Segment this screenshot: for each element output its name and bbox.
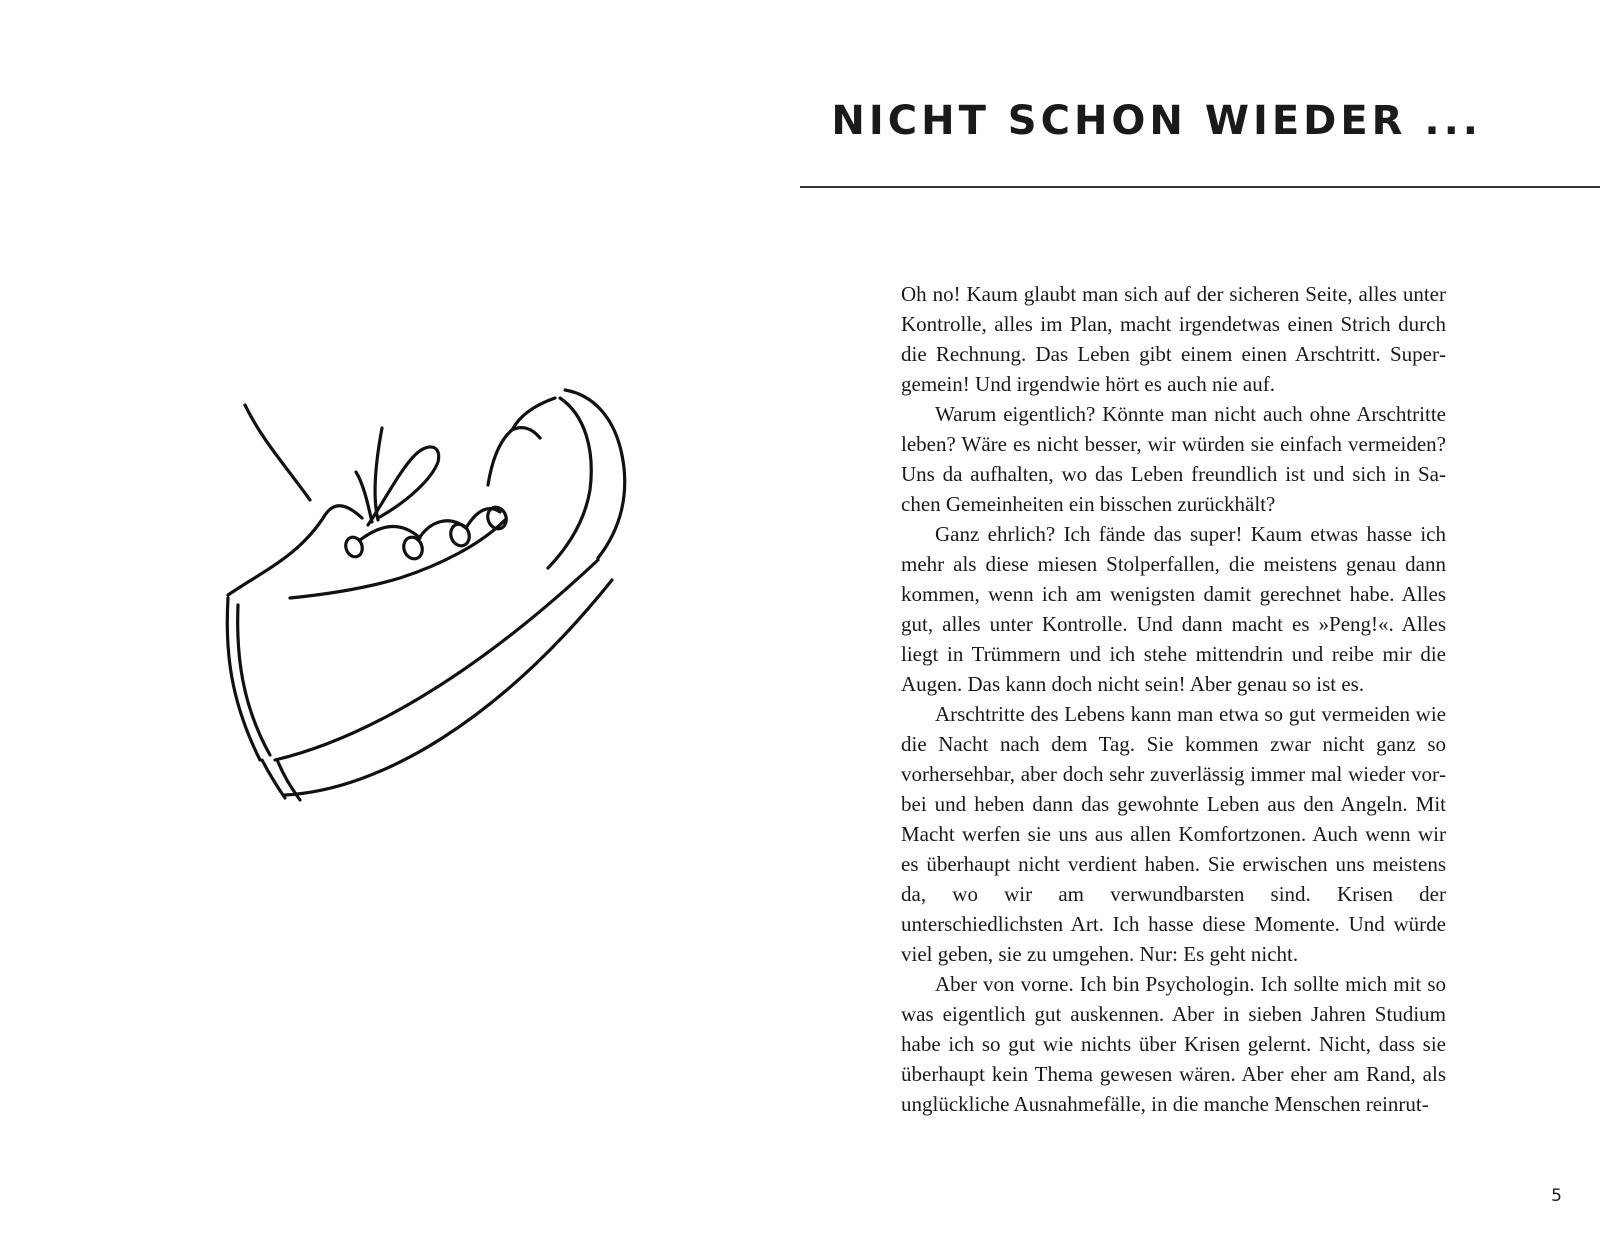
paragraph: Ganz ehrlich? Ich fände das super! Kaum etwas hasse ich mehr als diese miesen Stolperfallen, die meistens genau dann kommen, wenn ich am wenigsten damit gerechnet habe. Alles gut, alles unter Kontrolle. Und dann macht es »Peng!«. Alles liegt in Trümmern und ich stehe mittendrin und reibe mir die Augen. Das kann doch nicht sein! Aber genau so ist es. [901, 522, 1446, 696]
paragraph: Warum eigentlich? Könnte man nicht auch ohne Arschtritte leben? Wäre es nicht besser, wir würden sie einfach vermeiden? Uns da aufhalten, wo das Leben freundlich ist und sich in Sachen Gemeinheiten ein bisschen zurückhält? [901, 402, 1446, 516]
paragraph: Aber von vorne. Ich bin Psychologin. Ich sollte mich mit so was eigentlich gut auskennen. Aber in sieben Jahren Studium habe ich so gut wie nichts über Krisen gelernt. Nicht, dass sie überhaupt kein Thema gewesen wären. Aber eher am Rand, als unglückliche Ausnahmefälle, in die manche Menschen reinrut- [901, 972, 1446, 1116]
paragraph: Arschtritte des Lebens kann man etwa so gut vermeiden wie die Nacht nach dem Tag. Sie kommen zwar nicht ganz so vorhersehbar, aber doch sehr zuverlässig immer mal wieder vorbei und heben dann das gewohnte Leben aus den Angeln. Mit Macht werfen sie uns aus allen Komfortzonen. Auch wenn wir es überhaupt nicht verdient haben. Sie erwischen uns meistens da, wo wir am verwundbarsten sind. Krisen der unterschiedlichsten Art. Ich hasse diese Momente. Und würde viel geben, sie zu umgehen. Nur: Es geht nicht. [901, 702, 1446, 966]
paragraph: Oh no! Kaum glaubt man sich auf der sicheren Seite, alles unter Kontrolle, alles im Plan, macht irgendetwas einen Strich durch die Rechnung. Das Leben gibt einem einen Arschtritt. Supergemein! Und irgendwie hört es auch nie auf. [901, 282, 1446, 396]
chapter-title: NICHT SCHON WIEDER ... [831, 98, 1482, 144]
title-divider [800, 186, 1600, 188]
sneaker-icon [215, 385, 645, 825]
body-text [901, 279, 1446, 1119]
page-number: 5 [1551, 1186, 1562, 1206]
right-page [800, 0, 1600, 1245]
